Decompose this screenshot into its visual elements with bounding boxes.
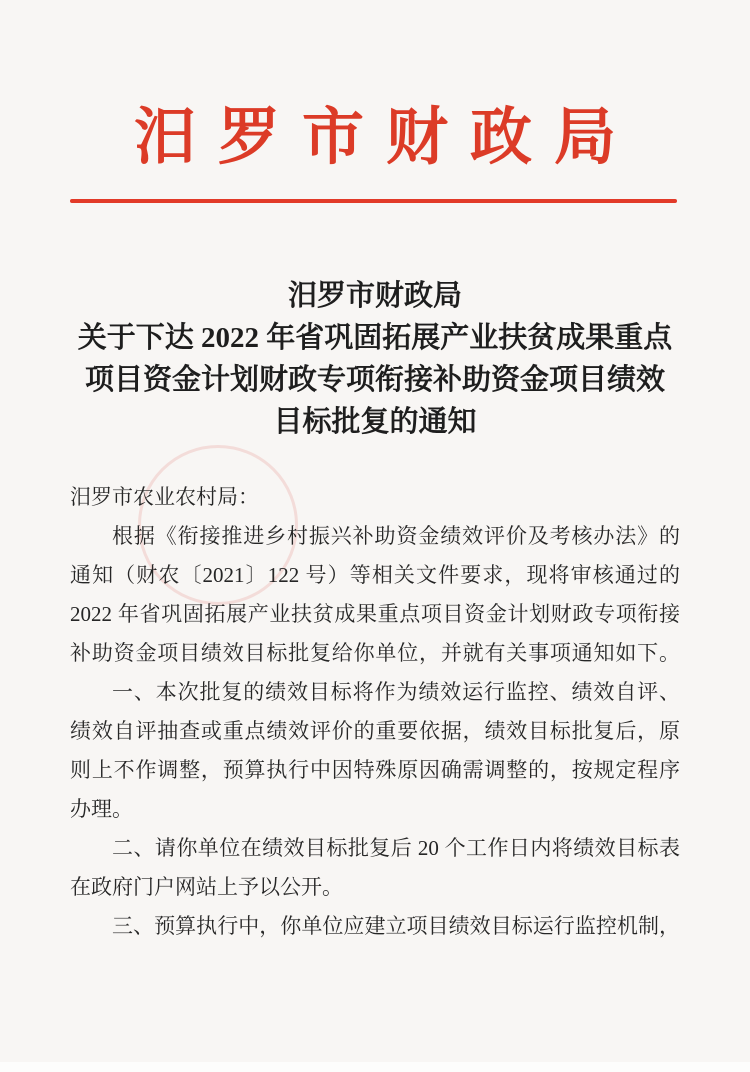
document-title-line: 目标批复的通知 <box>273 406 477 438</box>
document-title <box>38 275 712 443</box>
document-body-line: 补助资金项目绩效目标批复给你单位，并就有关事项通知如下。 <box>70 641 680 665</box>
document-title-line: 项目资金计划财政专项衔接补助资金项目绩效 <box>84 364 665 396</box>
document-body-line: 办理。 <box>70 797 133 821</box>
document-body-line: 二、请你单位在绩效目标批复后 20 个工作日内将绩效目标表 <box>112 836 680 860</box>
document-body <box>70 478 680 946</box>
document-title-line: 汨罗市财政局 <box>287 280 462 312</box>
letterhead-divider-rule <box>70 199 677 203</box>
document-body-line: 通知（财农〔2021〕122 号）等相关文件要求，现将审核通过的 <box>70 563 680 587</box>
agency-letterhead: 汨罗市财政局 <box>133 104 638 172</box>
document-body-line: 三、预算执行中，你单位应建立项目绩效目标运行监控机制， <box>112 914 680 938</box>
scan-bottom-edge <box>0 1062 750 1072</box>
document-body-line: 汨罗市农业农村局： <box>70 485 259 509</box>
document-body-line: 绩效自评抽查或重点绩效评价的重要依据，绩效目标批复后，原 <box>70 719 680 743</box>
document-body-line: 一、本次批复的绩效目标将作为绩效运行监控、绩效自评、 <box>112 680 680 704</box>
document-body-line: 则上不作调整，预算执行中因特殊原因确需调整的，按规定程序 <box>70 758 680 782</box>
document-body-line: 根据《衔接推进乡村振兴补助资金绩效评价及考核办法》的 <box>112 524 680 548</box>
document-body-line: 2022 年省巩固拓展产业扶贫成果重点项目资金计划财政专项衔接 <box>70 602 680 626</box>
document-body-line: 在政府门户网站上予以公开。 <box>70 875 343 899</box>
document-title-line: 关于下达 2022 年省巩固拓展产业扶贫成果重点 <box>77 322 673 354</box>
